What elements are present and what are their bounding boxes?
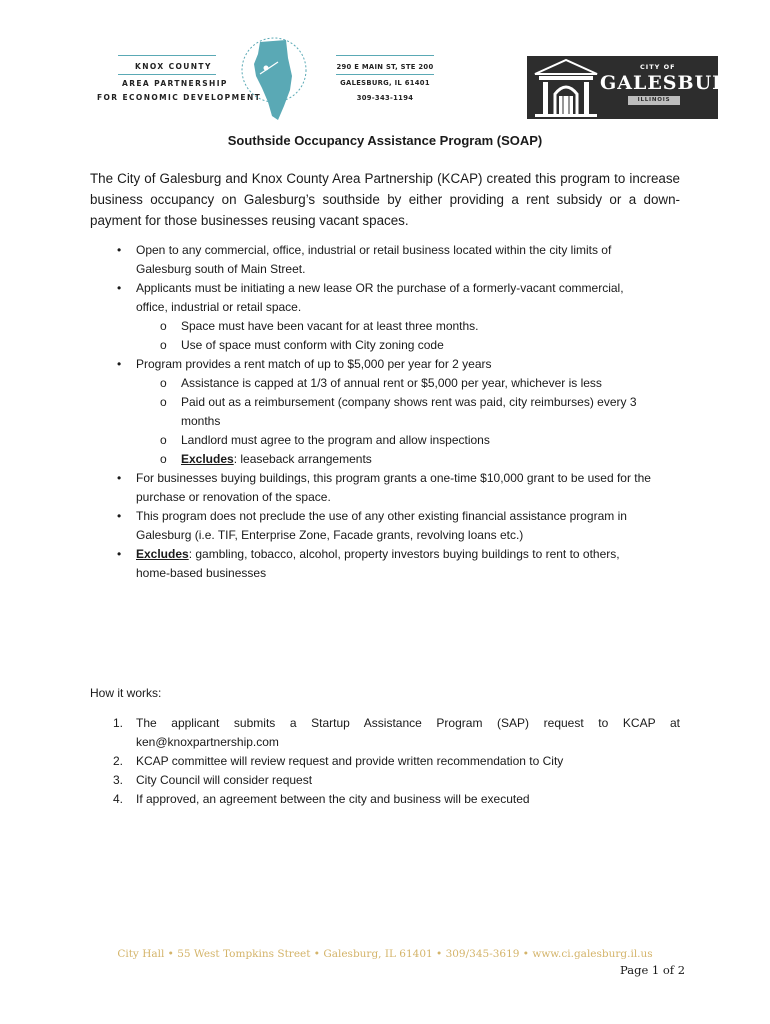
city-logo-city-of: CITY OF <box>640 63 676 71</box>
bullet-marker: • <box>117 509 122 523</box>
step-number: 4. <box>113 792 124 806</box>
bullet-1-line-1: Open to any commercial, office, industrial or retail business located within the city limits of <box>136 243 612 257</box>
bullet-2-line-2: office, industrial or retail space. <box>136 300 302 314</box>
bullet-3-sub-2-line-2: months <box>181 414 221 428</box>
sub-bullet-marker: o <box>160 319 167 333</box>
bullet-4-line-1: For businesses buying buildings, this program grants a one-time $10,000 grant to be used for the <box>136 471 651 485</box>
page-number: Page 1 of 2 <box>620 963 686 977</box>
sub-bullet-marker: o <box>160 433 167 447</box>
bullet-2-sub-1: Space must have been vacant for at least three months. <box>181 319 479 333</box>
bullet-2-sub-2: Use of space must conform with City zoning code <box>181 338 444 352</box>
illinois-map-icon <box>238 24 310 128</box>
intro-paragraph: The City of Galesburg and Knox County Area Partnership (KCAP) created this program to increase business occupancy on Galesburg’s southside by either providing a rent subsidy or a down-payment for those businesses reusing vacant spaces. <box>90 171 680 228</box>
excludes-text: : gambling, tobacco, alcohol, property investors buying buildings to rent to others, <box>188 547 620 561</box>
city-logo-name: GALESBURG <box>600 72 747 94</box>
bullet-1-line-2: Galesburg south of Main Street. <box>136 262 306 276</box>
bullet-5-line-2: Galesburg (i.e. TIF, Enterprise Zone, Facade grants, revolving loans etc.) <box>136 528 524 542</box>
bullet-marker: • <box>117 357 122 371</box>
bullet-6-line-1 <box>136 547 620 562</box>
bullet-marker: • <box>117 281 122 295</box>
bullet-3-sub-2-line-1: Paid out as a reimbursement (company shows rent was paid, city reimburses) every 3 <box>181 395 637 409</box>
step-1-line-1: The applicant submits a Startup Assistance Program (SAP) request to KCAP at <box>136 716 680 730</box>
city-logo-state: ILLINOIS <box>628 96 680 105</box>
bullet-marker: • <box>117 243 122 257</box>
step-number: 3. <box>113 773 124 787</box>
bullet-3-line-1: Program provides a rent match of up to $5,000 per year for 2 years <box>136 357 492 371</box>
step-4: If approved, an agreement between the city and business will be executed <box>136 792 530 806</box>
kcap-rule-mid-left <box>118 74 216 75</box>
sub-bullet-marker: o <box>160 376 167 390</box>
excludes-label: Excludes <box>181 452 234 466</box>
sub-bullet-marker: o <box>160 338 167 352</box>
bullet-marker: • <box>117 547 122 561</box>
step-1-email: ken@knoxpartnership.com <box>136 735 279 749</box>
kcap-address-line2: GALESBURG, IL 61401 <box>340 79 430 87</box>
excludes-label: Excludes <box>136 547 189 561</box>
step-2: KCAP committee will review request and provide written recommendation to City <box>136 754 564 768</box>
step-3: City Council will consider request <box>136 773 313 787</box>
kcap-rule-mid-right <box>336 74 434 75</box>
bullet-6-line-2: home-based businesses <box>136 566 267 580</box>
how-it-works-heading: How it works: <box>90 686 162 700</box>
kcap-rule-top-right <box>336 55 434 56</box>
footer-contact: City Hall • 55 West Tompkins Street • Galesburg, IL 61401 • 309/345-3619 • www.ci.galesburg.il.us <box>117 948 653 960</box>
sub-bullet-marker: o <box>160 452 167 466</box>
bullet-5-line-1: This program does not preclude the use of any other existing financial assistance program in <box>136 509 627 523</box>
city-hall-icon <box>531 56 601 119</box>
kcap-name-line3: FOR ECONOMIC DEVELOPMENT <box>97 93 262 102</box>
step-number: 2. <box>113 754 124 768</box>
bullet-marker: • <box>117 471 122 485</box>
kcap-address-line1: 290 E MAIN ST, STE 200 <box>336 63 434 71</box>
kcap-name-line2: AREA PARTNERSHIP <box>122 79 228 88</box>
step-number: 1. <box>113 716 124 730</box>
kcap-name-line1: KNOX COUNTY <box>135 62 212 71</box>
kcap-phone: 309-343-1194 <box>356 94 414 102</box>
excludes-text: : leaseback arrangements <box>233 452 372 466</box>
bullet-2-line-1: Applicants must be initiating a new lease OR the purchase of a formerly-vacant commercial, <box>136 281 624 295</box>
bullet-4-line-2: purchase or renovation of the space. <box>136 490 331 504</box>
bullet-3-sub-1: Assistance is capped at 1/3 of annual rent or $5,000 per year, whichever is less <box>181 376 602 390</box>
bullet-3-sub-3: Landlord must agree to the program and allow inspections <box>181 433 490 447</box>
page-title: Southside Occupancy Assistance Program (SOAP) <box>227 133 543 148</box>
sub-bullet-marker: o <box>160 395 167 409</box>
bullet-3-sub-4 <box>181 452 372 467</box>
kcap-rule-top-left <box>118 55 216 56</box>
